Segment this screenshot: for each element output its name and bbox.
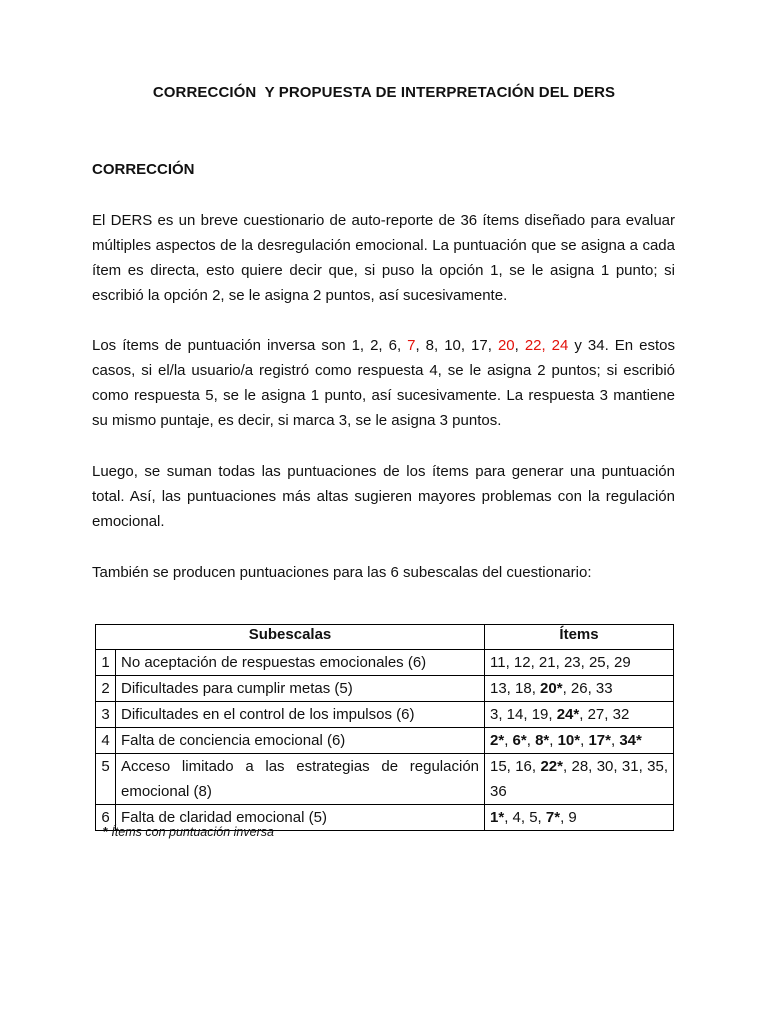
row-number: 4 (96, 728, 116, 754)
inverse-text-part: , 8, 10, 17, (415, 337, 498, 354)
header-subscales: Subescalas (96, 625, 485, 650)
subscale-name: No aceptación de respuestas emocionales (6) (116, 650, 485, 676)
footnote-star: * (103, 825, 108, 839)
table-row (96, 754, 674, 805)
table-row (96, 676, 674, 702)
subscale-name: Acceso limitado a las estrategias de regulación emocional (8) (116, 754, 485, 805)
item-text: , (504, 732, 513, 749)
item-text: , (580, 732, 589, 749)
subscale-items (485, 728, 674, 754)
inverse-text-part: Los ítems de puntuación inversa son 1, 2, 6, (92, 337, 408, 354)
inverse-item: 7* (545, 809, 561, 826)
table-row (96, 728, 674, 754)
table-header-row (96, 625, 674, 650)
footnote-text: Ítems con puntuación inversa (107, 825, 274, 839)
table-row (96, 650, 674, 676)
subscale-items (485, 805, 674, 831)
paragraph-total-score: Luego, se suman todas las puntuaciones de los ítems para generar una puntuación total. Así, las puntuaciones más altas sugieren mayores problemas con la regulación emocional. (92, 463, 675, 530)
inverse-item: 22* (540, 758, 563, 775)
table-footnote (103, 825, 274, 839)
subscale-name: Dificultades para cumplir metas (5) (116, 676, 485, 702)
item-text: , (549, 732, 558, 749)
subscale-name: Dificultades en el control de los impulsos (6) (116, 702, 485, 728)
item-text: 15, 16, (490, 758, 541, 775)
page-title: CORRECCIÓN Y PROPUESTA DE INTERPRETACIÓN DEL DERS (152, 84, 616, 101)
row-number: 5 (96, 754, 116, 805)
item-text: , 28, 30, 31, 35, 36 (490, 758, 668, 800)
item-text: , 4, 5, (504, 809, 546, 826)
inverse-item: 24* (556, 706, 580, 723)
inverse-item: 2* (490, 732, 505, 749)
subscale-items (485, 702, 674, 728)
item-text: , (526, 732, 536, 749)
row-number: 3 (96, 702, 116, 728)
inverse-text-part: y 34. En estos casos, si el/la usuario/a registró como respuesta 4, se le asigna 2 puntos; si escribió como respuesta 5, se le asigna 1 punto, así sucesivamente. La respuesta 3 mantiene su mismo puntaje, es decir, si marca 3, se le asigna 3 puntos. (92, 337, 675, 429)
item-text: , (611, 732, 620, 749)
inverse-item: 6* (512, 732, 527, 749)
item-text: 13, 18, (490, 680, 541, 697)
inverse-item: 17* (588, 732, 611, 749)
row-number: 6 (96, 805, 116, 831)
table-row (96, 702, 674, 728)
subscale-name: Falta de conciencia emocional (6) (116, 728, 485, 754)
paragraph-subscales-intro: También se producen puntuaciones para las 6 subescalas del cuestionario: (92, 564, 592, 581)
subscale-items (485, 650, 674, 676)
item-text: 3, 14, 19, (490, 706, 557, 723)
section-heading: CORRECCIÓN (92, 161, 195, 178)
paragraph-inverse-items (92, 333, 675, 433)
subscales-table (95, 624, 674, 831)
inverse-item: 8* (535, 732, 550, 749)
inverse-item: 1* (490, 809, 505, 826)
subscale-name: Falta de claridad emocional (5) (116, 805, 485, 831)
subscale-items (485, 676, 674, 702)
inverse-item: 10* (557, 732, 581, 749)
highlight-item: 20 (497, 337, 515, 354)
item-text: , 9 (560, 809, 577, 826)
inverse-text-part: , (514, 337, 525, 354)
row-number: 2 (96, 676, 116, 702)
paragraph-scoring-direct: El DERS es un breve cuestionario de auto-reporte de 36 ítems diseñado para evaluar múltiples aspectos de la desregulación emocional. La puntuación que se asigna a cada ítem es directa, esto quiere decir que, si puso la opción 1, se le asigna 1 punto; si escribió la opción 2, se le asigna 2 puntos, así sucesivamente. (92, 212, 675, 304)
inverse-item: 20* (540, 680, 563, 697)
item-text: , 27, 32 (579, 706, 630, 723)
highlight-item: 22, 24 (524, 337, 569, 354)
item-text: , 26, 33 (562, 680, 613, 697)
row-number: 1 (96, 650, 116, 676)
item-text: 11, 12, 21, 23, 25, 29 (490, 654, 631, 671)
highlight-item: 7 (407, 337, 416, 354)
subscale-items (485, 754, 674, 805)
header-items: Ítems (485, 625, 674, 650)
inverse-item: 34* (619, 732, 642, 749)
